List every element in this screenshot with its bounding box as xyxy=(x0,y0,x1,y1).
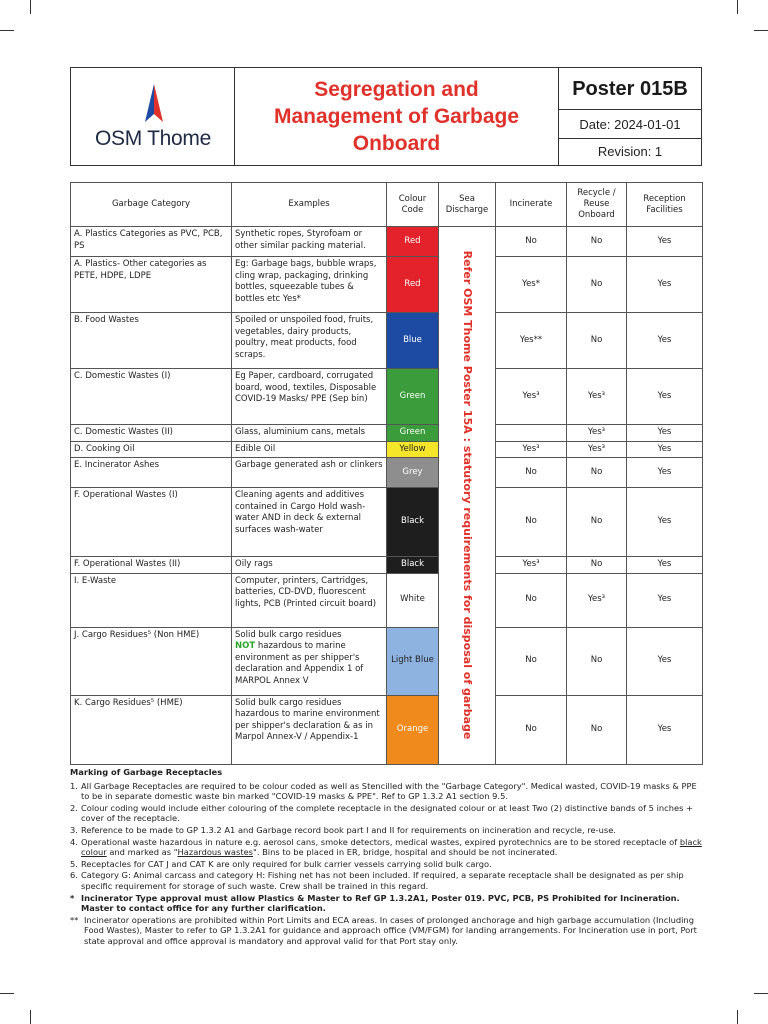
table-row xyxy=(71,488,703,557)
cell-incinerate: Yes³ xyxy=(496,369,567,425)
poster-header xyxy=(70,67,702,166)
sea-discharge-note: Refer OSM Thome Poster 15A : statutory requirements for disposal of garbage xyxy=(460,250,474,740)
cell-reception: Yes xyxy=(627,627,703,695)
note-text: Colour coding would include either colouring of the complete receptacle in the designated colour or at least Two (2) distinctive bands of 5 inches + cover of the receptacle. xyxy=(81,802,693,824)
cell-category: A. Plastics- Other categories as PETE, HDPE, LDPE xyxy=(71,257,232,313)
cell-incinerate: No xyxy=(496,695,567,764)
notes-section xyxy=(70,767,702,948)
osm-sail-logo-icon xyxy=(145,84,163,122)
cell-colour: White xyxy=(387,573,439,627)
note-text: Category G: Animal carcass and category H: Fishing net has not been included. If required, a separate receptacle shall be designated as per ship specific requirement for storage of such waste. Crew shall be trained in this regard. xyxy=(81,870,684,891)
note-underline: black colour xyxy=(81,836,702,858)
cell-colour: Red xyxy=(387,257,439,313)
poster-date: Date: 2024-01-01 xyxy=(559,110,701,139)
table-row xyxy=(71,458,703,488)
note-item xyxy=(70,893,702,914)
poster-revision: Revision: 1 xyxy=(597,144,663,159)
table-row xyxy=(71,313,703,369)
note-item xyxy=(70,825,702,836)
cell-examples: Spoiled or unspoiled food, fruits, vegetables, dairy products, poultry, meat products, food scraps. xyxy=(232,313,387,369)
note-text: Receptacles for CAT J and CAT K are only required for bulk carrier vessels carrying solid bulk cargo. xyxy=(81,858,492,869)
note-item xyxy=(70,870,702,891)
note-text: and marked as " xyxy=(109,847,178,858)
not-highlight: NOT xyxy=(235,641,256,651)
cell-incinerate: No xyxy=(496,627,567,695)
crop-mark xyxy=(737,0,738,14)
cell-category: E. Incinerator Ashes xyxy=(71,458,232,488)
cell-colour: Black xyxy=(387,488,439,557)
cell-incinerate xyxy=(496,425,567,442)
cell-reception: Yes xyxy=(627,227,703,257)
cell-category: B. Food Wastes xyxy=(71,313,232,369)
cell-examples: Glass, aluminium cans, metals xyxy=(232,425,387,442)
table-row xyxy=(71,227,703,257)
cell-reception: Yes xyxy=(627,557,703,574)
cell-incinerate: Yes** xyxy=(496,313,567,369)
crop-mark xyxy=(30,0,31,14)
cell-incinerate: Yes³ xyxy=(496,557,567,574)
cell-reception: Yes xyxy=(627,695,703,764)
crop-mark xyxy=(0,993,14,994)
cell-reception: Yes xyxy=(627,488,703,557)
notes-title: Marking of Garbage Receptacles xyxy=(70,767,223,777)
crop-mark xyxy=(737,1010,738,1024)
cell-category: C. Domestic Wastes (II) xyxy=(71,425,232,442)
note-item xyxy=(70,803,702,824)
meta-block xyxy=(559,68,701,165)
cell-examples: Eg Paper, cardboard, corrugated board, wood, textiles, Disposable COVID-19 Masks/ PPE (Sep bin) xyxy=(232,369,387,425)
cell-category: A. Plastics Categories as PVC, PCB, PS xyxy=(71,227,232,257)
title-line: Onboard xyxy=(352,132,441,155)
cell-examples: Eg: Garbage bags, bubble wraps, cling wrap, packaging, drinking bottles, squeezable tubes & bottles etc Yes* xyxy=(232,257,387,313)
cell-recycle: No xyxy=(567,313,627,369)
cell-colour: Orange xyxy=(387,695,439,764)
note-underline: Hazardous wastes xyxy=(177,847,254,858)
cell-recycle: Yes³ xyxy=(567,441,627,458)
cell-reception: Yes xyxy=(627,573,703,627)
note-number: 4. xyxy=(70,836,78,847)
note-text: Reference to be made to GP 1.3.2 A1 and Garbage record book part I and II for requirements on incineration and recycle, re-use. xyxy=(81,824,616,835)
cell-colour: Yellow xyxy=(387,441,439,458)
table-row xyxy=(71,369,703,425)
note-item xyxy=(70,859,702,870)
cell-recycle: No xyxy=(567,257,627,313)
cell-recycle: No xyxy=(567,627,627,695)
note-number: 1. xyxy=(70,780,78,791)
cell-examples: Garbage generated ash or clinkers xyxy=(232,458,387,488)
cell-colour: Black xyxy=(387,557,439,574)
crop-mark xyxy=(754,993,768,994)
table-row xyxy=(71,627,703,695)
col-header-sea: Sea Discharge xyxy=(439,183,496,227)
cell-category: D. Cooking Oil xyxy=(71,441,232,458)
note-text: Incinerator Type approval must allow Plastics & Master to Ref GP 1.3.2A1, Poster 019. PVC, PCB, PS Prohibited for Incineration. Master to contact office for any further clarification. xyxy=(81,892,680,914)
crop-mark xyxy=(754,30,768,31)
cell-examples: Cleaning agents and additives contained in Cargo Hold wash-water AND in deck & external surfaces wash-water xyxy=(232,488,387,557)
cell-reception: Yes xyxy=(627,313,703,369)
cell-incinerate: No xyxy=(496,227,567,257)
title-line: Segregation and xyxy=(314,78,479,101)
table-row xyxy=(71,557,703,574)
cell-recycle: Yes³ xyxy=(567,425,627,442)
note-number: 3. xyxy=(70,824,78,835)
note-item xyxy=(70,915,702,947)
cell-reception: Yes xyxy=(627,425,703,442)
cell-colour: Grey xyxy=(387,458,439,488)
table-row xyxy=(71,441,703,458)
logo-text: OSM Thome xyxy=(95,127,211,150)
cell-incinerate: No xyxy=(496,458,567,488)
cell-examples: Computer, printers, Cartridges, batteries, CD-DVD, fluorescent lights, PCB (Printed circuit board) xyxy=(232,573,387,627)
poster-number: Poster 015B xyxy=(559,68,701,110)
col-header-reception: Reception Facilities xyxy=(627,183,703,227)
col-header-incinerate: Incinerate xyxy=(496,183,567,227)
note-text: Incinerator operations are prohibited within Port Limits and ECA areas. In cases of prolonged anchorage and high garbage accumulation (Including Food Wastes), Master to refer to GP 1.3.2A1 for guidance and approach office (VM/FGM) for landing arrangements. For Incineration use in port, Port state approval and office approval is mandatory and approval valid for that Port stay only. xyxy=(84,914,697,946)
table-row xyxy=(71,573,703,627)
cell-recycle: Yes³ xyxy=(567,573,627,627)
table-row xyxy=(71,257,703,313)
logo-block xyxy=(71,68,235,165)
cell-colour: Blue xyxy=(387,313,439,369)
cell-reception: Yes xyxy=(627,458,703,488)
examples-text: Solid bulk cargo residues xyxy=(235,629,342,640)
col-header-examples: Examples xyxy=(232,183,387,227)
note-item xyxy=(70,781,702,802)
title-line: Management of Garbage xyxy=(273,105,520,128)
cell-reception: Yes xyxy=(627,441,703,458)
cell-colour: Light Blue xyxy=(387,627,439,695)
cell-examples: Synthetic ropes, Styrofoam or other similar packing material. xyxy=(232,227,387,257)
cell-incinerate: Yes* xyxy=(496,257,567,313)
note-text: Operational waste hazardous in nature e.g. aerosol cans, smoke detectors, medical wastes, expired pyrotechnics are to be stored receptacle of xyxy=(81,836,678,847)
cell-examples: Oily rags xyxy=(232,557,387,574)
note-number: 6. xyxy=(70,870,78,881)
note-item xyxy=(70,837,702,858)
cell-colour: Red xyxy=(387,227,439,257)
cell-incinerate: Yes³ xyxy=(496,441,567,458)
note-text: All Garbage Receptacles are required to be colour coded as well as Stencilled with the "Garbage Category". Medical wasted, COVID-19 masks & PPE to be in separate domestic waste bin marked "COVID-19 masks & PPE". Ref to GP 1.3.2 A1 section 9.5. xyxy=(81,780,697,802)
cell-incinerate: No xyxy=(496,488,567,557)
cell-category: F. Operational Wastes (I) xyxy=(71,488,232,557)
cell-category: C. Domestic Wastes (I) xyxy=(71,369,232,425)
page-title xyxy=(247,76,547,157)
cell-colour: Green xyxy=(387,425,439,442)
cell-examples xyxy=(232,627,387,695)
cell-reception: Yes xyxy=(627,257,703,313)
cell-examples: Edible Oil xyxy=(232,441,387,458)
cell-colour: Green xyxy=(387,369,439,425)
note-number: 2. xyxy=(70,802,78,813)
cell-recycle: No xyxy=(567,458,627,488)
cell-incinerate: No xyxy=(496,573,567,627)
note-text: ". Bins to be placed in ER, bridge, hospital and should be not incinerated. xyxy=(253,847,558,858)
cell-reception: Yes xyxy=(627,369,703,425)
cell-recycle: No xyxy=(567,695,627,764)
sea-discharge-cell xyxy=(439,227,496,765)
cell-category: I. E-Waste xyxy=(71,573,232,627)
title-block xyxy=(235,68,559,165)
garbage-table xyxy=(70,182,703,765)
col-header-category: Garbage Category xyxy=(71,183,232,227)
cell-examples: Solid bulk cargo residues hazardous to marine environment per shipper's declaration & as in Marpol Annex-V / Appendix-1 xyxy=(232,695,387,764)
table-row xyxy=(71,425,703,442)
cell-recycle: No xyxy=(567,557,627,574)
crop-mark xyxy=(0,30,14,31)
table-header-row xyxy=(71,183,703,227)
examples-text: hazardous to marine environment as per shipper's declaration and Appendix 1 of MARPOL Annex V xyxy=(235,641,364,686)
note-number: 5. xyxy=(70,858,78,869)
cell-recycle: No xyxy=(567,227,627,257)
table-row xyxy=(71,695,703,764)
cell-category: J. Cargo Residues⁵ (Non HME) xyxy=(71,627,232,695)
col-header-colour: Colour Code xyxy=(387,183,439,227)
cell-category: K. Cargo Residues⁵ (HME) xyxy=(71,695,232,764)
note-number: ** xyxy=(70,914,79,925)
cell-recycle: Yes³ xyxy=(567,369,627,425)
col-header-recycle: Recycle / Reuse Onboard xyxy=(567,183,627,227)
crop-mark xyxy=(30,1010,31,1024)
cell-category: F. Operational Wastes (II) xyxy=(71,557,232,574)
note-number: * xyxy=(70,892,75,903)
cell-recycle: No xyxy=(567,488,627,557)
